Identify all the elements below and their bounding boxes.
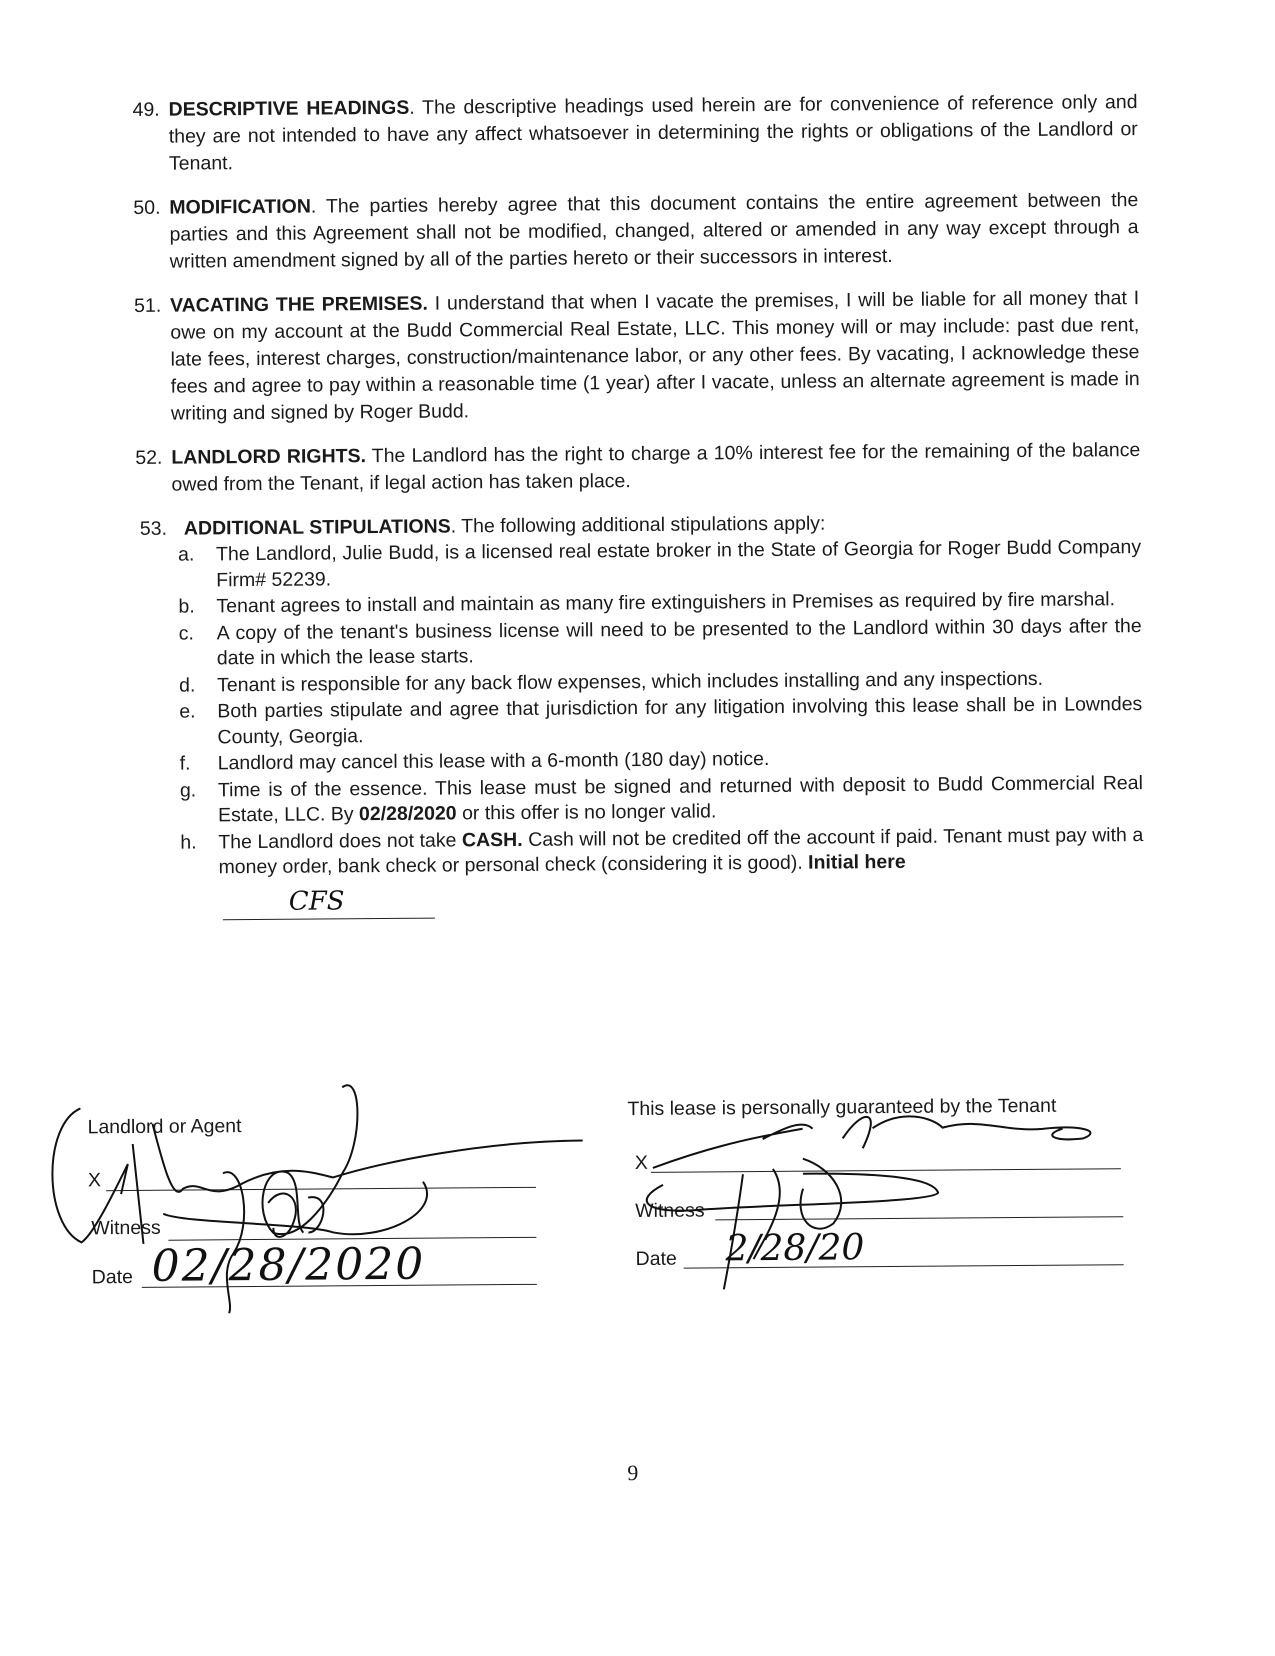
section-heading: MODIFICATION <box>169 195 311 219</box>
tenant-signature-scribble <box>646 1115 1092 1290</box>
stipulation-e: e. Both parties stipulate and agree that jurisdiction for any litigation involving this lease shall be in Lowndes County, Georgia. <box>179 693 1143 748</box>
stipulations-list <box>178 535 1144 881</box>
landlord-witness-label: Witness <box>91 1216 161 1240</box>
initial-here-label: Initial here <box>808 850 906 874</box>
section-heading: LANDLORD RIGHTS. <box>171 445 367 469</box>
tenant-witness-line <box>715 1216 1123 1220</box>
tenant-x-label: X <box>634 1151 648 1175</box>
deadline-date: 02/28/2020 <box>358 802 457 826</box>
landlord-date-label: Date <box>91 1265 134 1289</box>
tenant-guarantee-title: This lease is personally guaranteed by the Tenant <box>627 1094 1057 1121</box>
section-49: 49. DESCRIPTIVE HEADINGS. The descriptive headings used herein are for convenience of reference only and they are not intended to have any affect whatsoever in determining the rights or obligations of the Landlord or Tenant. <box>132 91 1138 175</box>
stipulation-a: a. The Landlord, Julie Budd, is a licensed real estate broker in the State of Georgia for Roger Budd Company Firm# 52239. <box>177 536 1142 591</box>
landlord-date-handwritten: 02/28/2020 <box>151 1238 426 1292</box>
section-51: 51. VACATING THE PREMISES. I understand that when I vacate the premises, I will be liable for all money that I owe on my account at the Budd Commercial Real Estate, LLC. This money will or may include: past due rent, late fees, interest charges, construction/maintenance labor, or any other fees. By vacating, I acknowledge these fees and agree to pay within a reasonable time (1 year) after I vacate, unless an alternate agreement is made in writing and signed by Roger Budd. <box>134 287 1140 425</box>
landlord-signature-line <box>106 1187 536 1191</box>
section-53: 53. ADDITIONAL STIPULATIONS. The following additional stipulations apply: <box>139 512 826 540</box>
stipulation-c: c. A copy of the tenant's business license will need to be presented to the Landlord within 30 days after the date in which the lease starts. <box>178 614 1142 670</box>
tenant-date-handwritten: 2/28/20 <box>725 1227 865 1270</box>
initials-handwritten: CFS <box>288 885 345 917</box>
tenant-date-label: Date <box>635 1247 677 1271</box>
stipulation-b: b. Tenant agrees to install and maintain as many fire extinguishers in Premises as required by fire marshal. <box>178 588 1116 618</box>
section-52: 52. LANDLORD RIGHTS. The Landlord has the right to charge a 10% interest fee for the remaining of the balance owed from the Tenant, if legal action has taken place. <box>135 439 1141 496</box>
page-number: 9 <box>627 1460 639 1486</box>
document-body <box>132 89 1143 920</box>
initials-line <box>223 883 435 920</box>
tenant-signature-line <box>651 1168 1121 1173</box>
section-heading: VACATING THE PREMISES. <box>170 292 428 317</box>
stipulation-f: f. Landlord may cancel this lease with a 6-month (180 day) notice. <box>179 747 770 775</box>
stipulation-d: d. Tenant is responsible for any back flow expenses, which includes installing and any inspections. <box>178 667 1044 697</box>
stipulation-h: h. The Landlord does not take CASH. Cash will not be credited off the account if paid. Tenant must pay with a money order, bank check or personal check (considering it is good). Initial here <box>180 823 1144 879</box>
section-heading: ADDITIONAL STIPULATIONS <box>183 515 451 540</box>
tenant-witness-label: Witness <box>635 1199 705 1223</box>
section-heading: DESCRIPTIVE HEADINGS <box>168 96 410 121</box>
witness-signature-scribble <box>268 1193 324 1237</box>
landlord-x-label: X <box>87 1169 102 1192</box>
section-50: 50. MODIFICATION. The parties hereby agree that this document contains the entire agreement between the parties and this Agreement shall not be modified, changed, altered or amended in any way except through a written amendment signed by all of the parties hereto or their successors in interest. <box>133 189 1139 273</box>
stipulation-g: g. Time is of the essence. This lease must be signed and returned with deposit to Budd Commercial Real Estate, LLC. By 02/28/2020 or this offer is no longer valid. <box>179 771 1143 827</box>
landlord-title: Landlord or Agent <box>87 1115 242 1139</box>
